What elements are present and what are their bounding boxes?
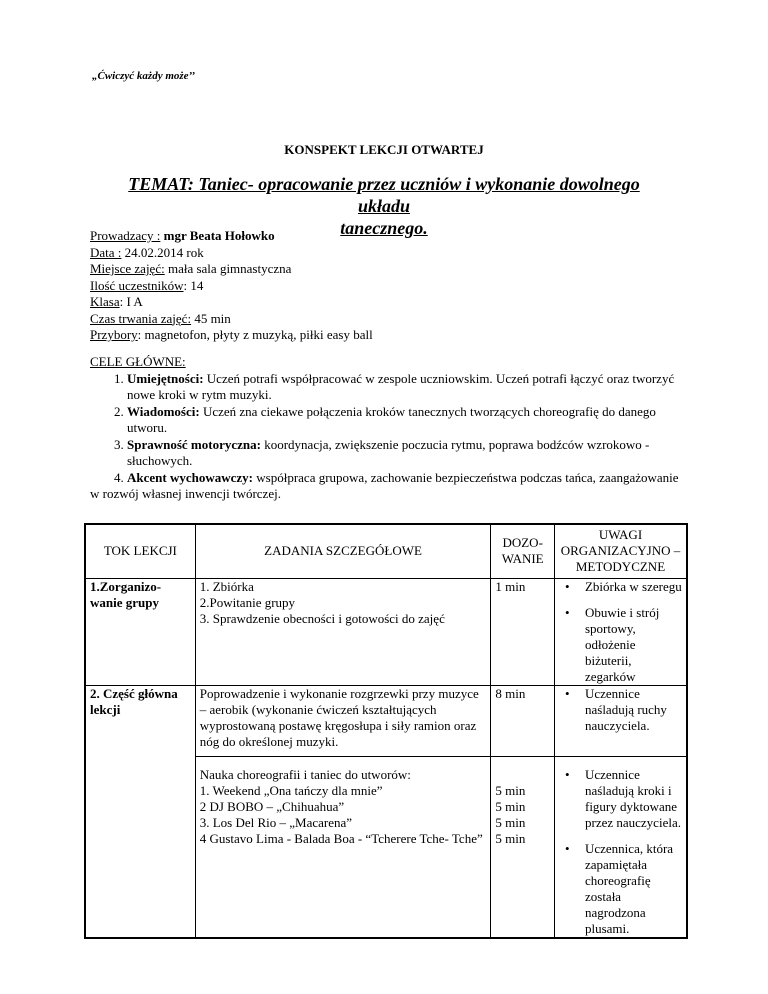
task-line: 2 DJ BOBO – „Chihuahua” [199,798,345,814]
goal-title: Akcent wychowawczy: [127,469,254,485]
info-class [90,294,373,311]
goal-item [90,404,690,437]
info-label: Prowadzacy : [90,228,161,243]
notes-cell [554,756,687,938]
task-cell: Poprowadzenie i wykonanie rozgrzewki przy muzyce – aerobik (wykonanie ćwiczeń kształtujących wyprostowaną postawę kręgosłupa i siły ramion oraz nóg do określonej muzyki. [195,685,491,756]
info-place [90,261,373,278]
task-line: 2.Powitanie grupy [199,594,296,610]
topic-line-2: tanecznego. [340,218,428,238]
info-teacher [90,228,373,245]
notes-cell [554,685,687,756]
info-label: Klasa [90,294,120,309]
info-label: Przybory [90,327,138,342]
goal-title: Sprawność motoryczna: [127,436,261,452]
info-duration [90,311,373,328]
note-item: • Obuwie i strój sportowy, odłożenie biżuterii, zegarków [559,605,684,685]
time-line: 5 min [495,782,526,798]
goal-item [90,371,690,404]
goal-title: Wiadomości: [127,403,200,419]
lesson-info [90,228,373,344]
lesson-plan-table [84,523,688,939]
info-value: : I A [119,294,143,309]
info-label: Czas trwania zajęć: [90,310,192,326]
main-goals [90,354,690,503]
info-value: 24.02.2014 rok [121,244,204,260]
note-item: • Zbiórka w szeregu [559,579,684,595]
time-cell: 1 min [491,578,555,685]
table-row [85,685,687,756]
note-item: • Uczennice naśladują kroki i figury dyktowane przez nauczyciela. [559,767,682,831]
note-item: • Uczennica, która zapamiętała choreografię została nagrodzona plusami. [559,841,682,937]
note-item: • Uczennice naśladują ruchy nauczyciela. [559,686,682,734]
goals-heading: CELE GŁÓWNE: [90,354,186,369]
info-date [90,245,373,262]
info-label: Miejsce zajęć: [90,261,165,276]
time-line: 5 min [495,798,526,814]
task-line: 3. Sprawdzenie obecności i gotowości do zajęć [199,610,445,626]
lesson-phase: 2. Część główna lekcji [85,685,195,938]
header-notes: UWAGI ORGANIZACYJNO – METODYCZNE [554,524,687,578]
task-cell [195,578,491,685]
goal-title: Umiejętności: [127,370,204,386]
time-cell: 8 min [491,685,555,756]
task-line: 4 Gustavo Lima - Balada Boa - “Tcherere Tche- Tche” [199,830,483,846]
task-line: 1. Zbiórka [199,578,254,594]
goal-text: koordynacja, zwiększenie poczucia rytmu, poprawa bodźców wzrokowo - słuchowych. [127,436,650,468]
time-cell [491,756,555,938]
goal-text: Uczeń zna ciekawe połączenia kroków tanecznych tworzących choreografię do danego utworu. [127,403,656,435]
topic-line-1: TEMAT: Taniec- opracowanie przez uczniów i wykonanie dowolnego układu [128,174,640,216]
task-line: Nauka choreografii i taniec do utworów: [199,766,411,782]
table-row [85,578,687,685]
info-participants [90,278,373,295]
time-line: 5 min [495,830,526,846]
goal-number: 2. [114,403,124,419]
info-value: mała sala gimnastyczna [164,261,292,276]
time-line: 5 min [495,814,526,830]
header-lesson-course: TOK LEKCJI [85,524,195,578]
goal-item [90,470,690,503]
goal-number: 1. [114,370,124,386]
task-line: 1. Weekend „Ona tańczy dla mnie” [199,782,383,798]
goal-item [90,437,690,470]
header-dosage: DOZO-WANIE [491,524,555,578]
info-value: : magnetofon, płyty z muzyką, piłki easy ball [137,327,373,342]
info-value: : 14 [183,277,204,293]
goal-text: współpraca grupowa, zachowanie bezpieczeństwa podczas tańca, zaangażowanie w rozwój własnej inwencji twórczej. [90,469,679,501]
motto: „Ćwiczyć każdy może’’ [92,70,196,82]
task-cell [195,756,491,938]
info-label: Data : [90,244,122,260]
info-value: 45 min [191,310,231,326]
goal-number: 4. [114,469,124,485]
table-header-row [85,524,687,578]
info-equipment [90,327,373,344]
header-detailed-tasks: ZADANIA SZCZEGÓŁOWE [195,524,491,578]
info-label: Ilość uczestników [90,277,184,293]
notes-cell [554,578,687,685]
lesson-phase: 1.Zorganizo-wanie grupy [85,578,195,685]
document-title: KONSPEKT LEKCJI OTWARTEJ [284,142,484,157]
goal-text: Uczeń potrafi współpracować w zespole uczniowskim. Uczeń potrafi łączyć oraz tworzyć nowe kroki w rytm muzyki. [127,370,675,402]
goal-number: 3. [114,436,124,452]
info-value: mgr Beata Hołowko [160,228,275,243]
task-line: 3. Los Del Rio – „Macarena” [199,814,353,830]
